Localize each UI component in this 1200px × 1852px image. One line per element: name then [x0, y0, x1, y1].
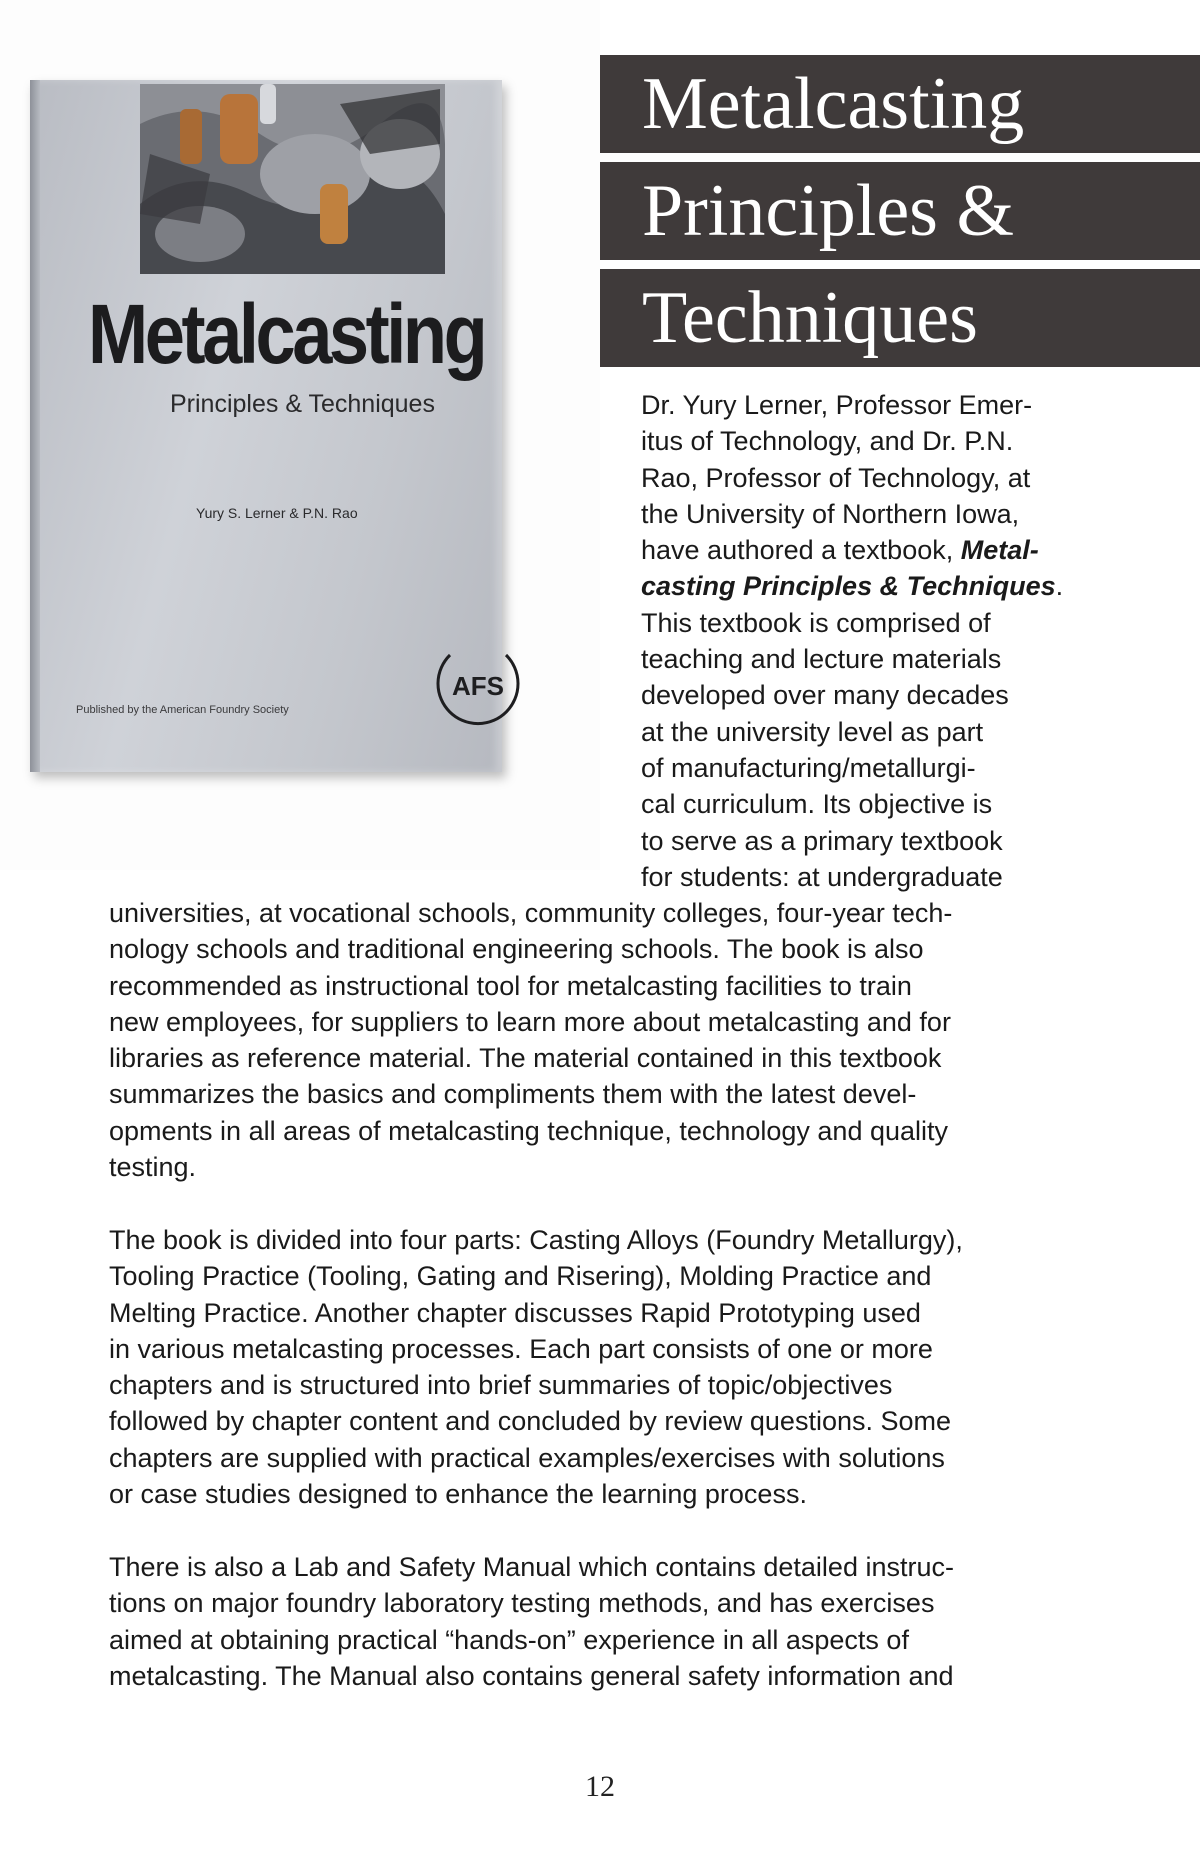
text-line: tions on major foundry laboratory testing methods, and has exercises: [109, 1588, 935, 1619]
text-line: for students: at undergraduate: [641, 861, 1003, 892]
page-number: 12: [585, 1770, 615, 1803]
text-line: nology schools and traditional engineering schools. The book is also: [109, 934, 924, 965]
book-cover-image: [0, 0, 600, 870]
afs-logo-text: AFS: [452, 671, 504, 701]
text-line: libraries as reference material. The material contained in this textbook: [109, 1043, 942, 1074]
text-fragment: .: [1055, 571, 1064, 602]
text-line: itus of Technology, and Dr. P.N.: [641, 426, 1014, 457]
text-line: universities, at vocational schools, community colleges, four-year tech-: [109, 898, 953, 928]
text-line: followed by chapter content and concluded by review questions. Some: [109, 1406, 952, 1437]
text-line: Dr. Yury Lerner, Professor Emer-: [641, 390, 1033, 420]
paragraph-2: [109, 1222, 1109, 1512]
text-line: recommended as instructional tool for metalcasting facilities to train: [109, 970, 912, 1001]
text-line: teaching and lecture materials: [641, 644, 1002, 675]
book-title-emphasis: casting Principles & Techniques: [641, 571, 1056, 602]
cover-photo-casting: [140, 84, 445, 274]
text-line: Melting Practice. Another chapter discusses Rapid Prototyping used: [109, 1297, 921, 1328]
text-line: This textbook is comprised of: [641, 607, 991, 638]
heading-line-1: Metalcasting: [600, 55, 1200, 153]
text-line: [641, 532, 1191, 568]
text-line: at the university level as part: [641, 716, 984, 747]
book-spine: [30, 80, 40, 772]
text-line: cal curriculum. Its objective is: [641, 789, 993, 820]
text-line: opments in all areas of metalcasting technique, technology and quality: [109, 1115, 949, 1146]
text-line: [641, 568, 1191, 604]
cover-publisher: Published by the American Foundry Society: [76, 704, 289, 716]
text-line: to serve as a primary textbook: [641, 825, 1003, 856]
text-line: aimed at obtaining practical “hands-on” experience in all aspects of: [109, 1624, 909, 1655]
text-line: in various metalcasting processes. Each part consists of one or more: [109, 1333, 933, 1364]
heading-line-2: Principles &: [600, 162, 1200, 260]
text-fragment: have authored a textbook,: [641, 535, 961, 566]
paragraph-3: [109, 1549, 1109, 1694]
text-line: developed over many decades: [641, 680, 1009, 711]
text-line: testing.: [109, 1152, 197, 1183]
text-line: There is also a Lab and Safety Manual which contains detailed instruc-: [109, 1552, 954, 1582]
text-line: Tooling Practice (Tooling, Gating and Risering), Molding Practice and: [109, 1261, 932, 1292]
text-line: summarizes the basics and compliments them with the latest devel-: [109, 1079, 917, 1110]
text-line: The book is divided into four parts: Casting Alloys (Foundry Metallurgy),: [109, 1225, 963, 1255]
text-line: or case studies designed to enhance the learning process.: [109, 1479, 807, 1510]
text-line: chapters are supplied with practical examples/exercises with solutions: [109, 1442, 945, 1473]
intro-paragraph: [641, 387, 1191, 895]
text-line: chapters and is structured into brief summaries of topic/objectives: [109, 1370, 893, 1401]
text-line: new employees, for suppliers to learn more about metalcasting and for: [109, 1006, 951, 1037]
cover-title: Metalcasting: [88, 287, 485, 381]
text-line: Rao, Professor of Technology, at: [641, 462, 1031, 493]
heading-line-3: Techniques: [600, 269, 1200, 367]
book-title-emphasis: Metal-: [960, 535, 1039, 566]
paragraph-1: [109, 895, 1109, 1185]
text-line: of manufacturing/metallurgi-: [641, 752, 976, 783]
cover-subtitle: Principles & Techniques: [170, 390, 435, 418]
text-line: metalcasting. The Manual also contains general safety information and: [109, 1660, 954, 1691]
afs-logo: [428, 635, 528, 735]
cover-authors: Yury S. Lerner & P.N. Rao: [196, 505, 358, 521]
book: [30, 80, 502, 772]
text-line: the University of Northern Iowa,: [641, 498, 1020, 529]
